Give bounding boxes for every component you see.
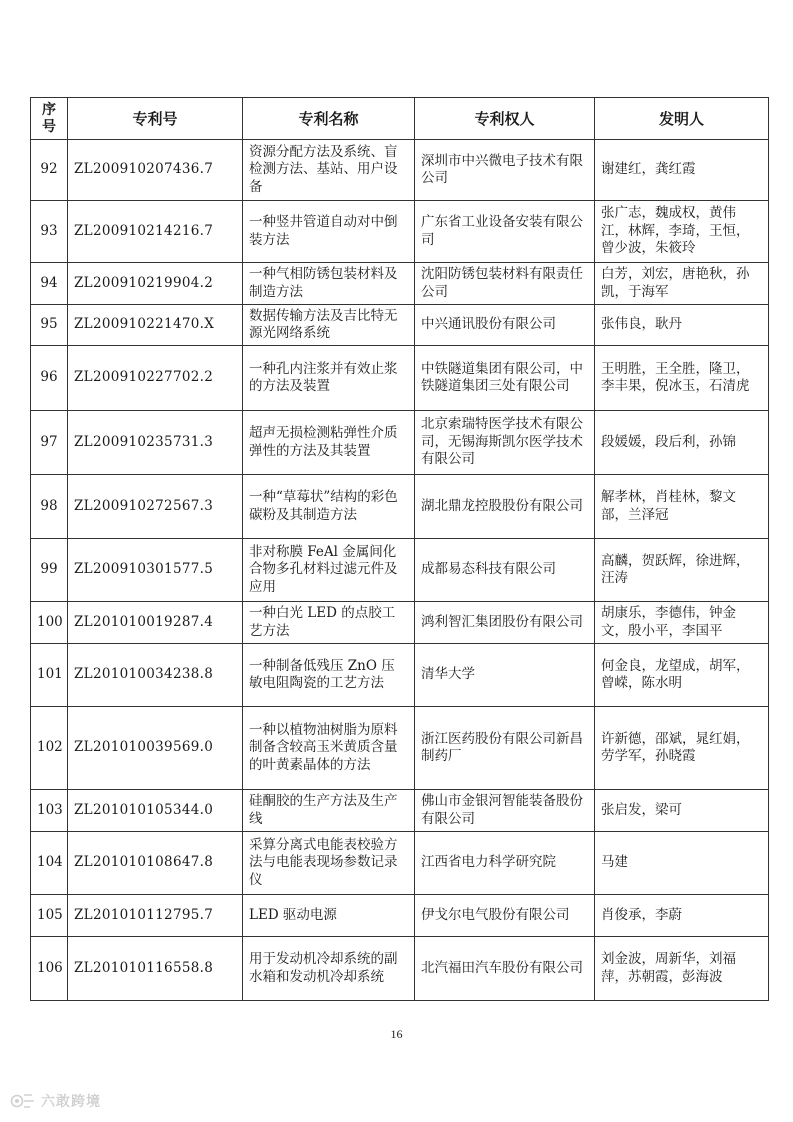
row-patent-name: 用于发动机冷却系统的副水箱和发动机冷却系统 bbox=[243, 937, 415, 1001]
row-patent-no: ZL201010108647.8 bbox=[68, 832, 243, 895]
row-patent-name: 非对称膜 FeAl 金属间化合物多孔材料过滤元件及应用 bbox=[243, 539, 415, 602]
table-row bbox=[31, 201, 769, 263]
row-inventors: 肖俊承，李蔚 bbox=[595, 895, 769, 937]
row-holder: 广东省工业设备安装有限公司 bbox=[415, 201, 595, 263]
row-patent-no: ZL201010039569.0 bbox=[68, 707, 243, 790]
table-row bbox=[31, 644, 769, 707]
row-holder: 伊戈尔电气股份有限公司 bbox=[415, 895, 595, 937]
row-no: 104 bbox=[31, 832, 68, 895]
header-seq-l1: 序 号 bbox=[42, 101, 56, 135]
row-patent-no: ZL200910301577.5 bbox=[68, 539, 243, 602]
table-row bbox=[31, 475, 769, 539]
row-no: 100 bbox=[31, 602, 68, 644]
row-no: 99 bbox=[31, 539, 68, 602]
row-inventors: 刘金波，周新华，刘福萍，苏朝霞，彭海波 bbox=[595, 937, 769, 1001]
row-inventors: 张启发，梁可 bbox=[595, 790, 769, 832]
row-patent-no: ZL200910221470.X bbox=[68, 305, 243, 346]
row-inventors: 高麟，贺跃辉，徐进辉，汪涛 bbox=[595, 539, 769, 602]
header-patent-no: 专利号 bbox=[68, 98, 243, 140]
row-patent-no: ZL201010112795.7 bbox=[68, 895, 243, 937]
row-holder: 湖北鼎龙控股股份有限公司 bbox=[415, 475, 595, 539]
row-no: 92 bbox=[31, 140, 68, 201]
row-patent-name: 采算分离式电能表校验方法与电能表现场参数记录仪 bbox=[243, 832, 415, 895]
watermark-logo-icon bbox=[10, 1091, 36, 1111]
row-patent-no: ZL200910227702.2 bbox=[68, 346, 243, 411]
row-inventors: 马建 bbox=[595, 832, 769, 895]
row-no: 106 bbox=[31, 937, 68, 1001]
patent-table bbox=[30, 97, 769, 1001]
table-body bbox=[31, 140, 769, 1001]
row-no: 98 bbox=[31, 475, 68, 539]
row-patent-no: ZL201010105344.0 bbox=[68, 790, 243, 832]
table-row bbox=[31, 832, 769, 895]
table-row bbox=[31, 602, 769, 644]
row-patent-no: ZL201010019287.4 bbox=[68, 602, 243, 644]
header-inventors: 发明人 bbox=[595, 98, 769, 140]
watermark-text: 六敢跨境 bbox=[41, 1094, 101, 1110]
row-patent-no: ZL201010034238.8 bbox=[68, 644, 243, 707]
row-holder: 北汽福田汽车股份有限公司 bbox=[415, 937, 595, 1001]
row-no: 102 bbox=[31, 707, 68, 790]
row-no: 97 bbox=[31, 411, 68, 475]
row-patent-name: 一种以植物油树脂为原料制备含较高玉米黄质含量的叶黄素晶体的方法 bbox=[243, 707, 415, 790]
row-patent-name: 硅酮胶的生产方法及生产线 bbox=[243, 790, 415, 832]
row-patent-no: ZL200910272567.3 bbox=[68, 475, 243, 539]
table-row bbox=[31, 790, 769, 832]
row-inventors: 段媛媛，段后利，孙锦 bbox=[595, 411, 769, 475]
row-no: 105 bbox=[31, 895, 68, 937]
row-patent-no: ZL200910219904.2 bbox=[68, 263, 243, 305]
row-patent-name: 一种气相防锈包装材料及制造方法 bbox=[243, 263, 415, 305]
row-patent-name: 一种孔内注浆并有效止浆的方法及装置 bbox=[243, 346, 415, 411]
header-seq bbox=[31, 98, 68, 140]
table-row bbox=[31, 263, 769, 305]
row-patent-no: ZL200910235731.3 bbox=[68, 411, 243, 475]
row-patent-name: 一种制备低残压 ZnO 压敏电阻陶瓷的工艺方法 bbox=[243, 644, 415, 707]
row-holder: 佛山市金银河智能装备股份有限公司 bbox=[415, 790, 595, 832]
row-patent-name: LED 驱动电源 bbox=[243, 895, 415, 937]
row-holder: 中兴通讯股份有限公司 bbox=[415, 305, 595, 346]
header-holder: 专利权人 bbox=[415, 98, 595, 140]
row-no: 93 bbox=[31, 201, 68, 263]
table-row bbox=[31, 895, 769, 937]
row-patent-no: ZL201010116558.8 bbox=[68, 937, 243, 1001]
table-row bbox=[31, 305, 769, 346]
row-inventors: 白芳，刘宏，唐艳秋，孙凯，于海军 bbox=[595, 263, 769, 305]
row-holder: 鸿利智汇集团股份有限公司 bbox=[415, 602, 595, 644]
table-row bbox=[31, 707, 769, 790]
row-patent-name: 一种“草莓状”结构的彩色碳粉及其制造方法 bbox=[243, 475, 415, 539]
row-patent-name: 数据传输方法及吉比特无源光网络系统 bbox=[243, 305, 415, 346]
table-row bbox=[31, 937, 769, 1001]
row-no: 95 bbox=[31, 305, 68, 346]
row-patent-name: 一种竖井管道自动对中倒装方法 bbox=[243, 201, 415, 263]
row-inventors: 王明胜，王全胜，隆卫，李丰果，倪冰玉，石清虎 bbox=[595, 346, 769, 411]
watermark bbox=[10, 1090, 101, 1112]
table-row bbox=[31, 346, 769, 411]
row-inventors: 许新德，邵斌，晁红娟，劳学军，孙晓霞 bbox=[595, 707, 769, 790]
row-holder: 中铁隧道集团有限公司，中铁隧道集团三处有限公司 bbox=[415, 346, 595, 411]
header-patent-name: 专利名称 bbox=[243, 98, 415, 140]
row-no: 96 bbox=[31, 346, 68, 411]
row-holder: 北京索瑞特医学技术有限公司，无锡海斯凯尔医学技术有限公司 bbox=[415, 411, 595, 475]
row-no: 103 bbox=[31, 790, 68, 832]
row-inventors: 张广志，魏成权，黄伟江，林辉，李琦，王恒，曾少波，朱筱玲 bbox=[595, 201, 769, 263]
row-patent-no: ZL200910207436.7 bbox=[68, 140, 243, 201]
row-inventors: 胡康乐，李德伟，钟金文，殷小平，李国平 bbox=[595, 602, 769, 644]
table-row bbox=[31, 140, 769, 201]
row-holder: 成都易态科技有限公司 bbox=[415, 539, 595, 602]
row-inventors: 解孝林，肖桂林，黎文部，兰泽冠 bbox=[595, 475, 769, 539]
row-patent-name: 一种白光 LED 的点胶工艺方法 bbox=[243, 602, 415, 644]
table-header-row bbox=[31, 98, 769, 140]
page-number: 16 bbox=[390, 1027, 403, 1041]
row-inventors: 张伟良，耿丹 bbox=[595, 305, 769, 346]
row-inventors: 何金良，龙望成，胡军，曾嵘，陈水明 bbox=[595, 644, 769, 707]
row-holder: 清华大学 bbox=[415, 644, 595, 707]
row-patent-name: 超声无损检测粘弹性介质弹性的方法及其装置 bbox=[243, 411, 415, 475]
row-inventors: 谢建红，龚红霞 bbox=[595, 140, 769, 201]
row-holder: 沈阳防锈包装材料有限责任公司 bbox=[415, 263, 595, 305]
row-patent-name: 资源分配方法及系统、盲检测方法、基站、用户设备 bbox=[243, 140, 415, 201]
row-no: 94 bbox=[31, 263, 68, 305]
row-patent-no: ZL200910214216.7 bbox=[68, 201, 243, 263]
table-row bbox=[31, 411, 769, 475]
row-no: 101 bbox=[31, 644, 68, 707]
row-holder: 深圳市中兴微电子技术有限公司 bbox=[415, 140, 595, 201]
table-row bbox=[31, 539, 769, 602]
row-holder: 江西省电力科学研究院 bbox=[415, 832, 595, 895]
row-holder: 浙江医药股份有限公司新昌制药厂 bbox=[415, 707, 595, 790]
